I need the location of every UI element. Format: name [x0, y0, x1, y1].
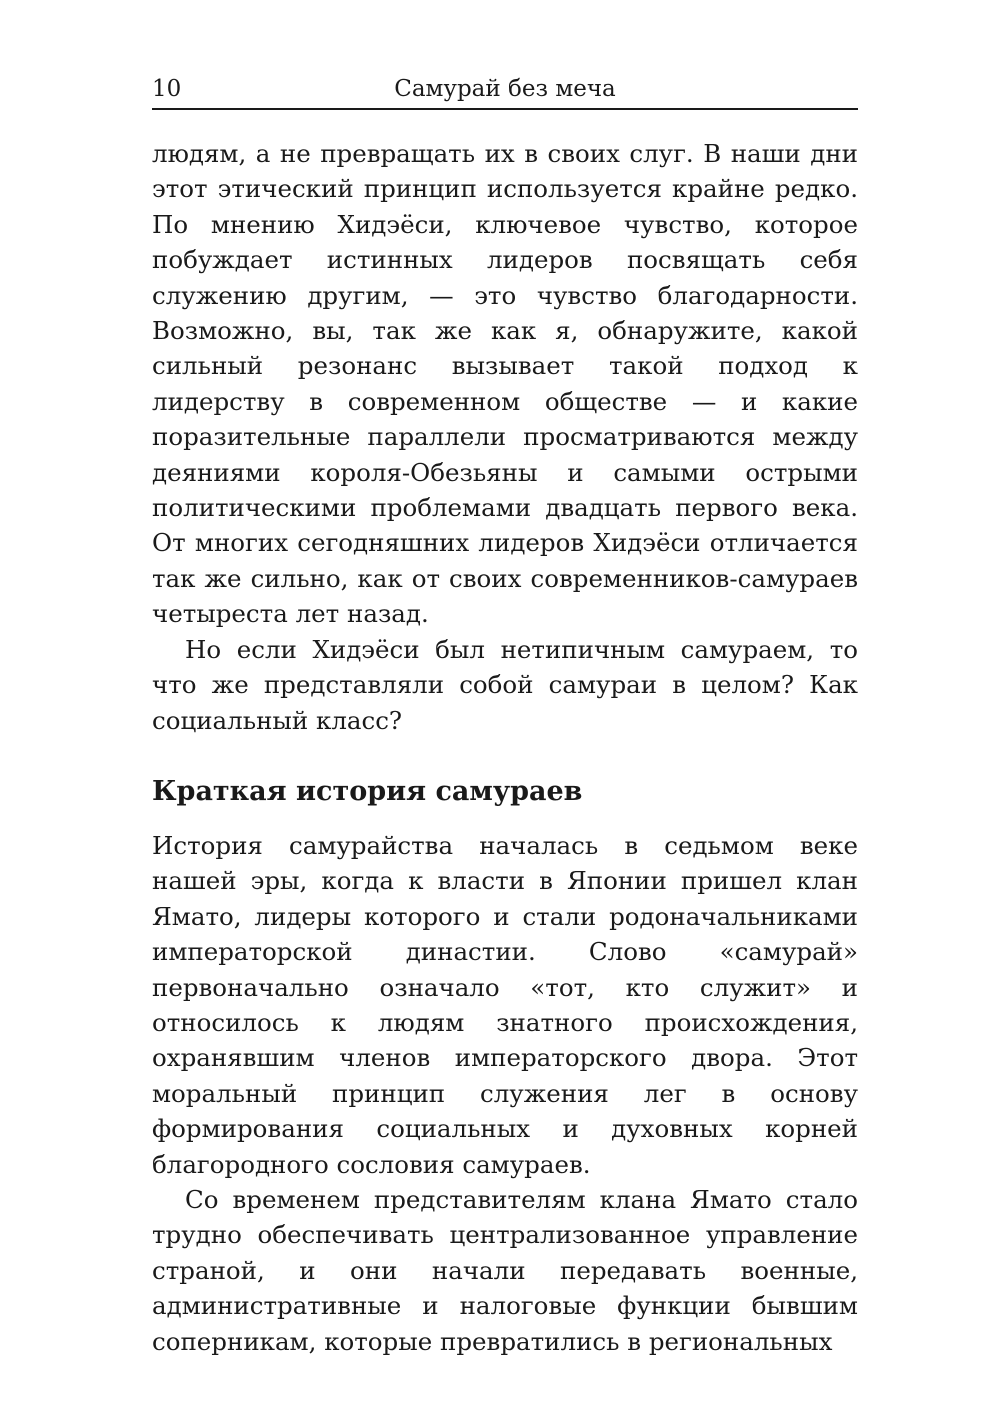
- paragraph: Но если Хидэёси был нетипичным самураем, то что же представляли собой самураи в целом? Как социальный класс?: [152, 634, 858, 735]
- paragraph: людям, а не превращать их в своих слуг. В наши дни этот этический принцип используется крайне редко. По мнению Хидэёси, ключевое чувство, которое побуждает истинных лидеров посвящать себя служению другим, — это чувство благодарности. Возможно, вы, так же как я, обнаружите, какой сильный резонанс вызывает такой подход к лидерству в современном обществе — и какие поразительные параллели просматриваются между деяниями короля-Обезьяны и самыми острыми политическими проблемами двадцать первого века. От многих сегодняшних лидеров Хидэёси отличается так же сильно, как от своих современников-самураев четыреста лет назад.: [152, 139, 858, 629]
- section-body-2: [152, 828, 858, 1359]
- running-title: Самурай без меча: [394, 76, 616, 102]
- section-body-1: [152, 136, 858, 738]
- running-header: [152, 74, 858, 110]
- page-number: 10: [152, 76, 182, 102]
- paragraph: Со временем представителям клана Ямато стало трудно обеспечивать централизованное управление страной, и они начали передавать военные, административные и налоговые функции бывшим соперникам, которые превратились в региональных: [152, 1185, 858, 1356]
- section-heading: Краткая история самураев: [152, 776, 583, 807]
- paragraph: История самурайства началась в седьмом веке нашей эры, когда к власти в Японии пришел клан Ямато, лидеры которого и стали родоначальниками императорской династии. Слово «самурай» первоначально означало «тот, кто служит» и относилось к людям знатного происхождения, охранявшим членов императорского двора. Этот моральный принцип служения лег в основу формирования социальных и духовных корней благородного сословия самураев.: [152, 831, 858, 1179]
